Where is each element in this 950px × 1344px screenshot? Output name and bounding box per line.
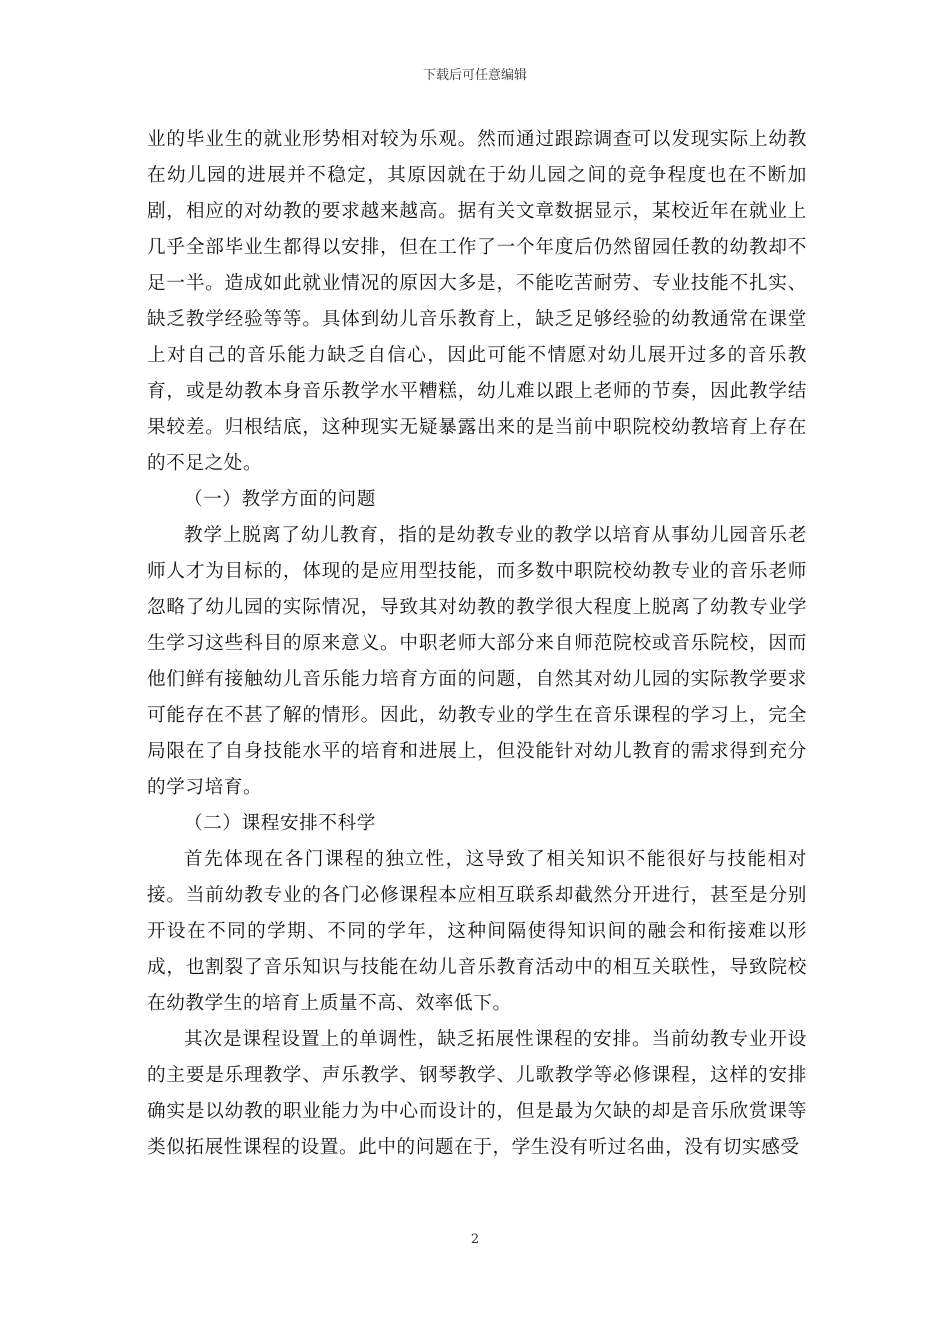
- paragraph-curriculum-first: 首先体现在各门课程的独立性，这导致了相关知识不能很好与技能相对接。当前幼教专业的各门必修课程本应相互联系却截然分开进行，甚至是分别开设在不同的学期、不同的学年，这种间隔使得知识间的融会和衔接难以形成，也割裂了音乐知识与技能在幼儿音乐教育活动中的相互关联性，导致院校在幼教学生的培育上质量不高、效率低下。: [147, 849, 807, 1014]
- section-heading-teaching-issues: （一）教学方面的问题: [184, 489, 376, 510]
- page-header: 下载后可任意编辑: [422, 68, 527, 83]
- paragraph-curriculum-second: 其次是课程设置上的单调性，缺乏拓展性课程的安排。当前幼教专业开设的主要是乐理教学、声乐教学、钢琴教学、儿歌教学等必修课程，这样的安排确实是以幼教的职业能力为中心而设计的，但是最为欠缺的却是音乐欣赏课等类似拓展性课程的设置。此中的问题在于，学生没有听过名曲，没有切实感受: [147, 1029, 807, 1158]
- document-body: [147, 122, 807, 1166]
- paragraph-continuation: 业的毕业生的就业形势相对较为乐观。然而通过跟踪调查可以发现实际上幼教在幼儿园的进展并不稳定，其原因就在于幼儿园之间的竞争程度也在不断加剧，相应的对幼教的要求越来越高。据有关文章数据显示，某校近年在就业上几乎全部毕业生都得以安排，但在工作了一个年度后仍然留园任教的幼教却不足一半。造成如此就业情况的原因大多是，不能吃苦耐劳、专业技能不扎实、缺乏教学经验等等。具体到幼儿音乐教育上，缺乏足够经验的幼教通常在课堂上对自己的音乐能力缺乏自信心，因此可能不情愿对幼儿展开过多的音乐教育，或是幼教本身音乐教学水平糟糕，幼儿难以跟上老师的节奏，因此教学结果较差。归根结底，这种现实无疑暴露出来的是当前中职院校幼教培育上存在的不足之处。: [147, 129, 807, 474]
- section-heading-curriculum: （二）课程安排不科学: [184, 813, 376, 834]
- page-number: 2: [470, 1232, 480, 1247]
- paragraph-teaching-issues: 教学上脱离了幼儿教育，指的是幼教专业的教学以培育从事幼儿园音乐老师人才为目标的，体现的是应用型技能，而多数中职院校幼教专业的音乐老师忽略了幼儿园的实际情况，导致其对幼教的教学很大程度上脱离了幼教专业学生学习这些科目的原来意义。中职老师大部分来自师范院校或音乐院校，因而他们鲜有接触幼儿音乐能力培育方面的问题，自然其对幼儿园的实际教学要求可能存在不甚了解的情形。因此，幼教专业的学生在音乐课程的学习上，完全局限在了自身技能水平的培育和进展上，但没能针对幼儿教育的需求得到充分的学习培育。: [147, 525, 807, 798]
